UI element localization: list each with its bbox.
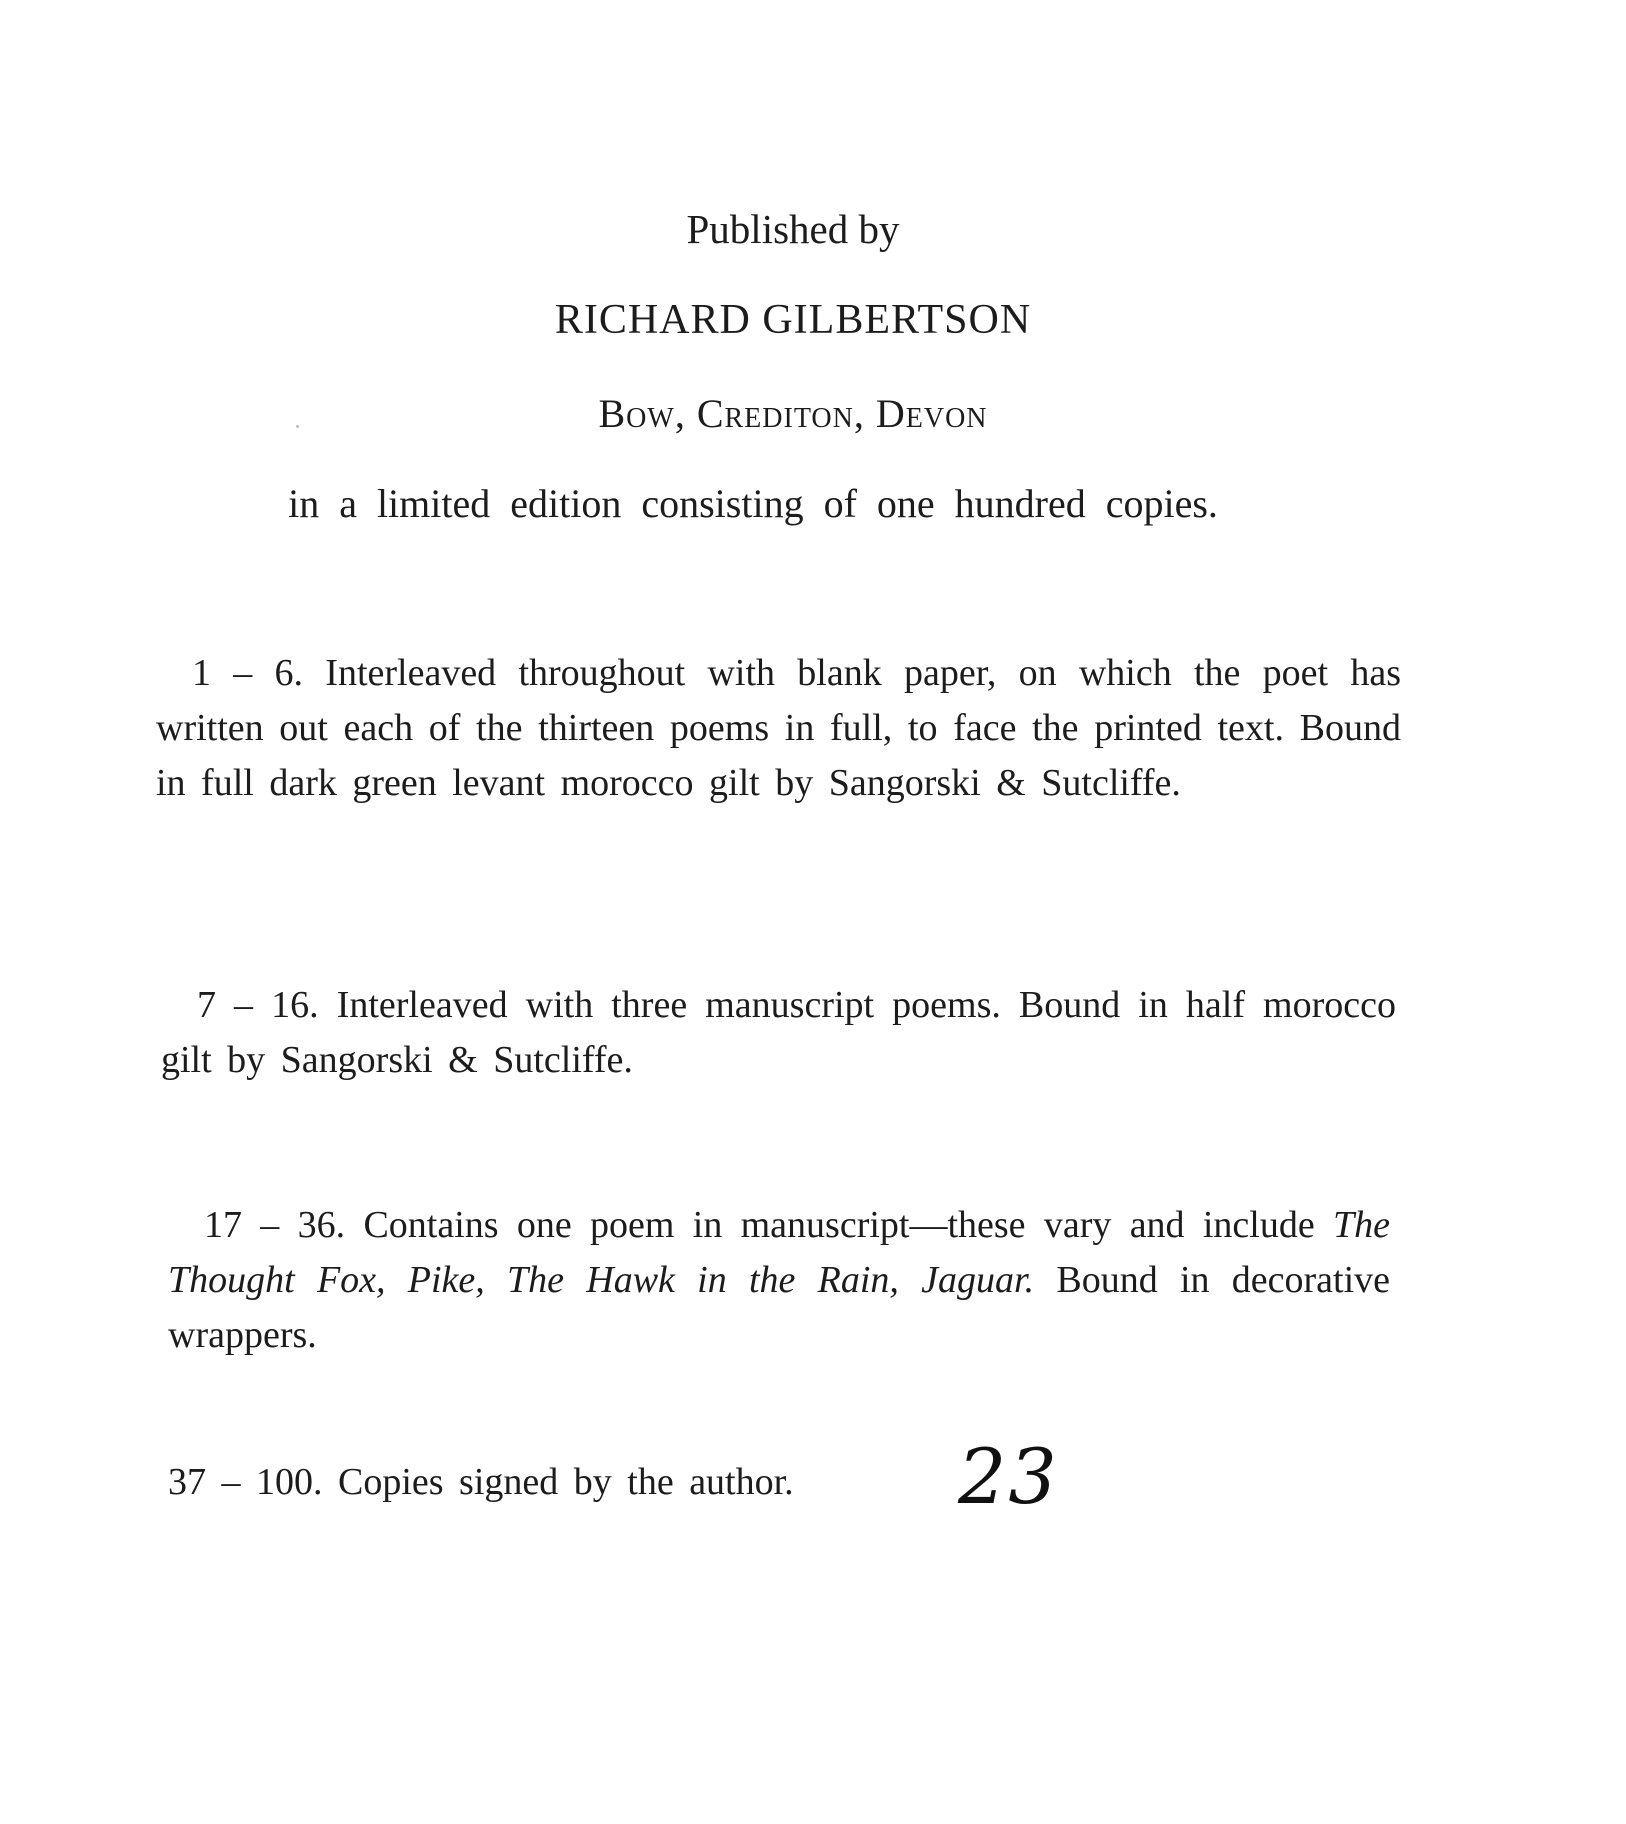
edition-entry-37-100 [168,1455,1068,1510]
edition-entry-1-6 [156,646,1401,811]
entry-text: Interleaved with three manuscript poems. Bound in half morocco gilt by Sangorski & Sutcliffe. [161,984,1397,1081]
edition-entry-17-36 [168,1198,1390,1363]
entry-range: 7 – 16. [197,984,319,1026]
entry-range: 17 – 36. [204,1204,346,1246]
publisher-address: Bow, Crediton, Devon [598,391,988,436]
entry-text: Copies signed by the author. [338,1461,794,1503]
entry-range: 37 – 100. [168,1461,323,1503]
entry-range: 1 – 6. [192,652,304,694]
edition-statement: in a limited edition consisting of one hundred copies. [288,481,1218,526]
published-by-line: Published by [686,206,900,252]
entry-text: Interleaved throughout with blank paper, on which the poet has written out each of the thirteen poems in full, to face the printed text. Bound in full dark green levant morocco gilt by Sangorski & Sutcliffe. [156,652,1402,804]
poem-titles: The Thought Fox, Pike, The Hawk in the Rain, Jaguar. [168,1204,1391,1301]
publisher-name: RICHARD GILBERTSON [554,297,1032,343]
handwritten-copy-number: 23 [958,1432,1059,1521]
paper-speck [296,425,299,428]
entry-text: Contains one poem in manuscript—these vary and include [363,1204,1315,1246]
entry-text-after: Bound in decorative wrappers. [168,1259,1390,1356]
edition-entry-7-16 [161,978,1396,1088]
